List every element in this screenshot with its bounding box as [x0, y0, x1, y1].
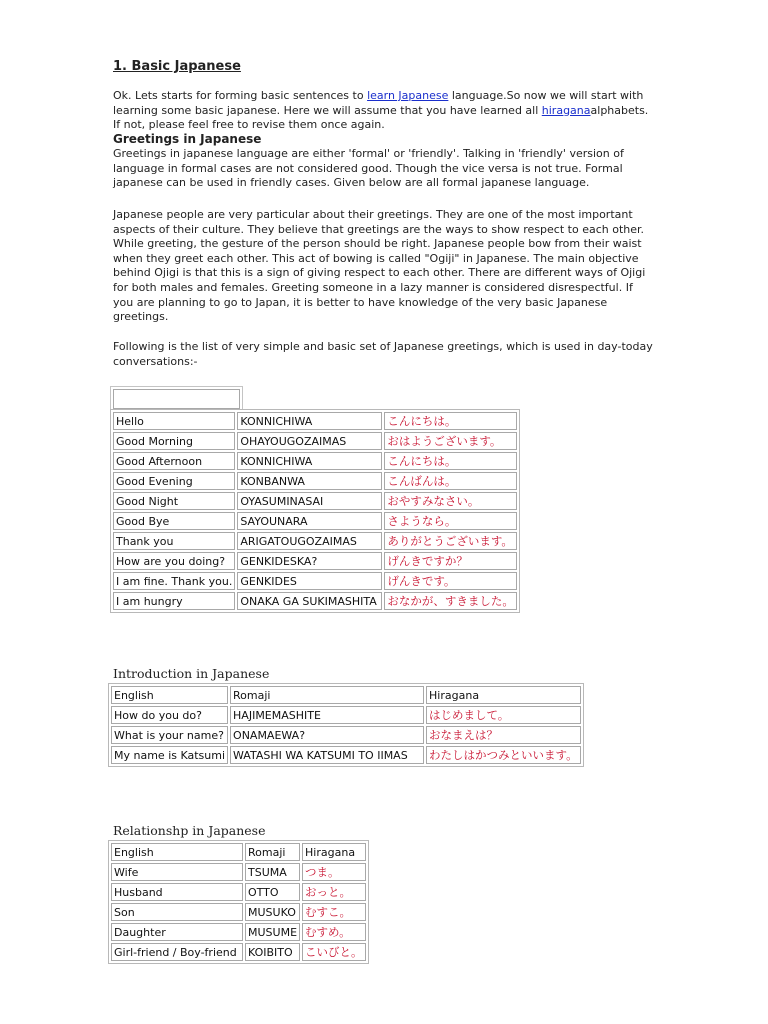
greeting-row [113, 512, 517, 530]
table-header-row [111, 843, 366, 861]
english-cell: Girl-friend / Boy-friend [111, 943, 243, 961]
english-cell: How are you doing? [113, 552, 235, 570]
romaji-cell: ONAKA GA SUKIMASHITA [237, 592, 382, 610]
empty-header-cell [113, 389, 240, 409]
romaji-cell: GENKIDESKA? [237, 552, 382, 570]
hiragana-cell: おなまえは？ [426, 726, 581, 744]
hiragana-cell: おなかが、すきました。 [384, 592, 517, 610]
greeting-row [113, 572, 517, 590]
greetings-paragraph: Greetings in japanese language are either 'formal' or 'friendly'. Talking in 'friendly' version of language in formal cases are not considered good. Though the vice versa is not true. Formal japanese can be used in friendly cases. Given below are all formal japanese language. [113, 147, 624, 190]
relationship-table [108, 840, 369, 964]
greetings-table [110, 409, 520, 613]
introduction-caption: Introduction in Japanese [113, 666, 270, 681]
english-cell: Hello [113, 412, 235, 430]
greeting-row [113, 452, 517, 470]
greeting-row [113, 432, 517, 450]
intro-text: language.So now we will start with learning some basic japanese. Here we will assume that you have learned all [113, 89, 644, 117]
introduction-row [111, 726, 581, 744]
hiragana-cell: ありがとうございます。 [384, 532, 517, 550]
relationship-row [111, 903, 366, 921]
hiragana-cell: こんばんは。 [384, 472, 517, 490]
english-cell: I am fine. Thank you. [113, 572, 235, 590]
greeting-row [113, 592, 517, 610]
culture-paragraph: Japanese people are very particular about their greetings. They are one of the most important aspects of their culture. They believe that greetings are the ways to show respect to each other. While greeting, the gesture of the person should be right. Japanese people bow from their waist when they greet each other. This act of bowing is called "Ogiji" in Japanese. The main objective behind Ojigi is that this is a sign of giving respect to each other. There are different ways of Ojigi for both males and females. Greeting someone in a lazy manner is considered disrespectful. If you are planning to go to Japan, it is better to have knowledge of the very basic Japanese greetings. [113, 208, 646, 324]
header-romaji: Romaji [230, 686, 424, 704]
romaji-cell: OHAYOUGOZAIMAS [237, 432, 382, 450]
romaji-cell: TSUMA [245, 863, 300, 881]
hiragana-cell: こんにちは。 [384, 452, 517, 470]
english-cell: Husband [111, 883, 243, 901]
hiragana-cell: むすこ。 [302, 903, 366, 921]
romaji-cell: GENKIDES [237, 572, 382, 590]
header-romaji: Romaji [245, 843, 300, 861]
romaji-cell: ARIGATOUGOZAIMAS [237, 532, 382, 550]
romaji-cell: KONBANWA [237, 472, 382, 490]
greetings-heading: Greetings in Japanese [113, 132, 262, 146]
hiragana-cell: げんきですか？ [384, 552, 517, 570]
intro-text: Ok. Lets starts for forming basic sentences to [113, 89, 368, 102]
english-cell: I am hungry [113, 592, 235, 610]
english-cell: What is your name? [111, 726, 228, 744]
romaji-cell: OYASUMINASAI [237, 492, 382, 510]
english-cell: My name is Katsumi [111, 746, 228, 764]
hiragana-cell: おやすみなさい。 [384, 492, 517, 510]
header-hiragana: Hiragana [302, 843, 366, 861]
relationship-row [111, 943, 366, 961]
hiragana-cell: げんきです。 [384, 572, 517, 590]
hiragana-cell: はじめまして。 [426, 706, 581, 724]
romaji-cell: MUSUME [245, 923, 300, 941]
greeting-row [113, 492, 517, 510]
hiragana-cell: こんにちは。 [384, 412, 517, 430]
hiragana-cell: つま。 [302, 863, 366, 881]
intro-text: alphabets. If not, please feel free to revise them once again. [113, 103, 649, 132]
relationship-row [111, 923, 366, 941]
relationship-caption: Relationshp in Japanese [113, 823, 266, 838]
hiragana-cell: こいびと。 [302, 943, 366, 961]
introduction-table [108, 683, 584, 767]
greeting-row [113, 412, 517, 430]
romaji-cell: KONNICHIWA [237, 412, 382, 430]
greeting-row [113, 552, 517, 570]
hiragana-cell: むすめ。 [302, 923, 366, 941]
english-cell: Good Morning [113, 432, 235, 450]
header-english: English [111, 843, 243, 861]
romaji-cell: HAJIMEMASHITE [230, 706, 424, 724]
greeting-row [113, 532, 517, 550]
romaji-cell: KONNICHIWA [237, 452, 382, 470]
romaji-cell: KOIBITO [245, 943, 300, 961]
hiragana-cell: さようなら。 [384, 512, 517, 530]
english-cell: How do you do? [111, 706, 228, 724]
header-hiragana: Hiragana [426, 686, 581, 704]
header-english: English [111, 686, 228, 704]
romaji-cell: OTTO [245, 883, 300, 901]
hiragana-cell: おっと。 [302, 883, 366, 901]
list-intro-paragraph: Following is the list of very simple and basic set of Japanese greetings, which is used in day-today conversations:- [113, 340, 653, 368]
english-cell: Daughter [111, 923, 243, 941]
relationship-row [111, 863, 366, 881]
english-cell: Thank you [113, 532, 235, 550]
english-cell: Wife [111, 863, 243, 881]
english-cell: Good Bye [113, 512, 235, 530]
hiragana-cell: わたしはかつみといいます。 [426, 746, 581, 764]
table-header-row [111, 686, 581, 704]
english-cell: Good Afternoon [113, 452, 235, 470]
hiragana-cell: おはようございます。 [384, 432, 517, 450]
relationship-row [111, 883, 366, 901]
romaji-cell: SAYOUNARA [237, 512, 382, 530]
english-cell: Good Evening [113, 472, 235, 490]
english-cell: Son [111, 903, 243, 921]
romaji-cell: MUSUKO [245, 903, 300, 921]
greeting-row [113, 472, 517, 490]
romaji-cell: WATASHI WA KATSUMI TO IIMAS [230, 746, 424, 764]
page-title: 1. Basic Japanese [113, 59, 241, 74]
intro-paragraph [113, 89, 653, 133]
hiragana-link[interactable]: hiragana [541, 103, 591, 117]
learn-japanese-link[interactable]: learn Japanese [367, 89, 449, 102]
romaji-cell: ONAMAEWA? [230, 726, 424, 744]
english-cell: Good Night [113, 492, 235, 510]
introduction-row [111, 706, 581, 724]
introduction-row [111, 746, 581, 764]
